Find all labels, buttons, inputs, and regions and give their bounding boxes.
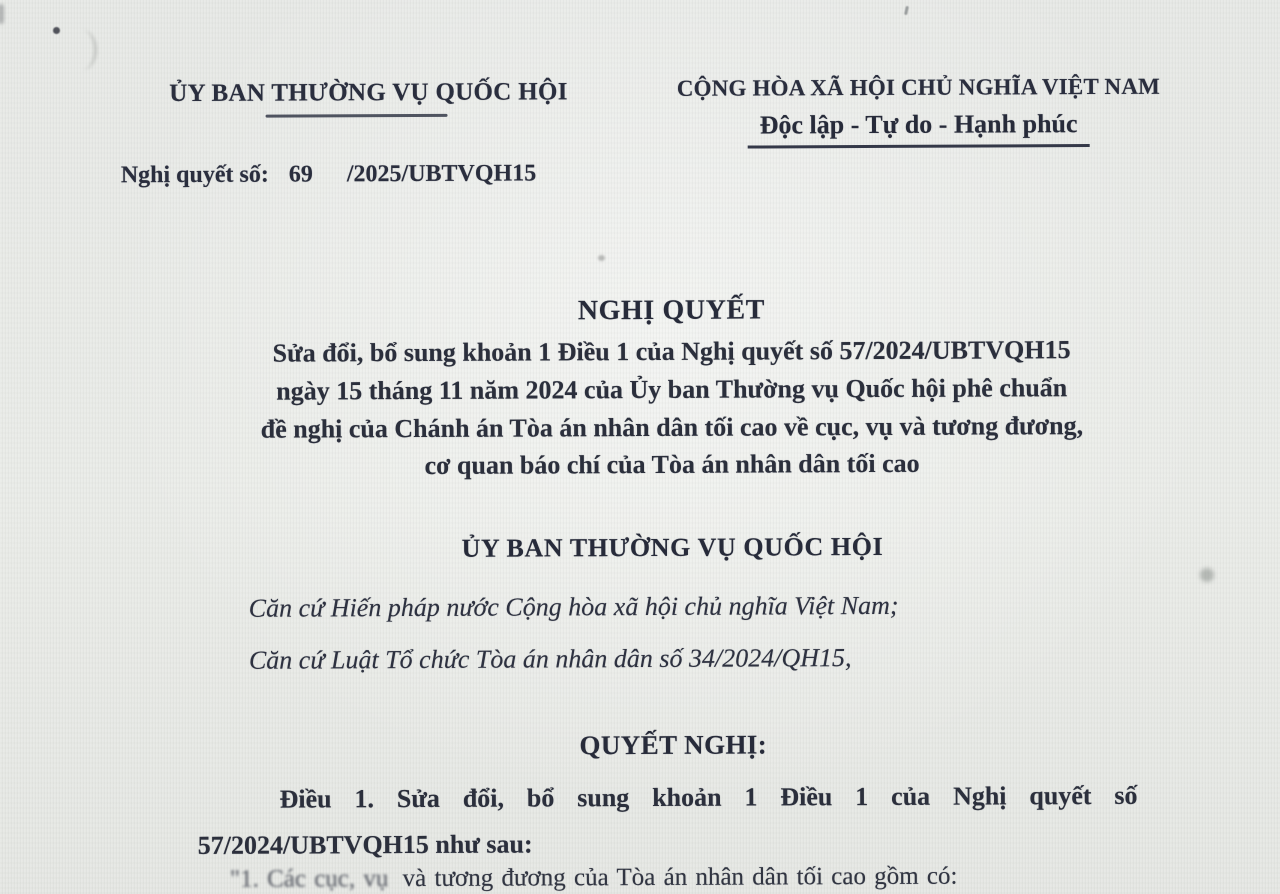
document-subtitle-line-1: Sửa đổi, bổ sung khoản 1 Điều 1 của Nghị quyết số 57/2024/UBTVQH15 — [272, 335, 1071, 368]
article-1-line-2: 57/2024/UBTVQH15 như sau: — [197, 829, 533, 860]
document-subtitle-line-3: đề nghị của Chánh án Tòa án nhân dân tối cao về cục, vụ và tương đương, — [260, 411, 1084, 444]
document-subtitle-line-2: ngày 15 tháng 11 năm 2024 của Ủy ban Thường vụ Quốc hội phê chuẩn — [276, 373, 1068, 406]
doc-number-value: 69 — [288, 161, 313, 188]
preamble-line-2: Căn cứ Luật Tổ chức Tòa án nhân dân số 34/2024/QH15, — [248, 643, 852, 675]
document-subtitle-line-4: cơ quan báo chí của Tòa án nhân dân tối cao — [424, 448, 920, 480]
national-header — [638, 74, 1198, 149]
issuing-org-header: ỦY BAN THƯỜNG VỤ QUỐC HỘI — [169, 78, 568, 108]
country-name: CỘNG HÒA XÃ HỘI CHỦ NGHĨA VIỆT NAM — [676, 73, 1161, 101]
document-title: NGHỊ QUYẾT — [577, 294, 766, 327]
article-1-line-1: Điều 1. Sửa đổi, bổ sung khoản 1 Điều 1 của Nghị quyết số — [279, 780, 1138, 814]
clipped-line-rest: và tương đương của Tòa án nhân dân tối cao gồm có: — [402, 862, 958, 893]
doc-number-line — [121, 160, 537, 189]
resolve-heading: QUYẾT NGHỊ: — [579, 729, 768, 761]
clipped-line-start: "1. Các cục, vụ — [229, 865, 389, 893]
doc-number-label: Nghị quyết số: — [120, 161, 269, 189]
clipped-bottom-line — [230, 863, 958, 894]
issuing-org-underline — [266, 114, 448, 118]
national-motto: Độc lập - Tự do - Hạnh phúc — [748, 109, 1090, 148]
doc-number-suffix: /2025/UBTVQH15 — [346, 160, 537, 188]
issuer-heading: ỦY BAN THƯỜNG VỤ QUỐC HỘI — [461, 531, 884, 563]
preamble-line-1: Căn cứ Hiến pháp nước Cộng hòa xã hội chủ nghĩa Việt Nam; — [248, 590, 899, 623]
